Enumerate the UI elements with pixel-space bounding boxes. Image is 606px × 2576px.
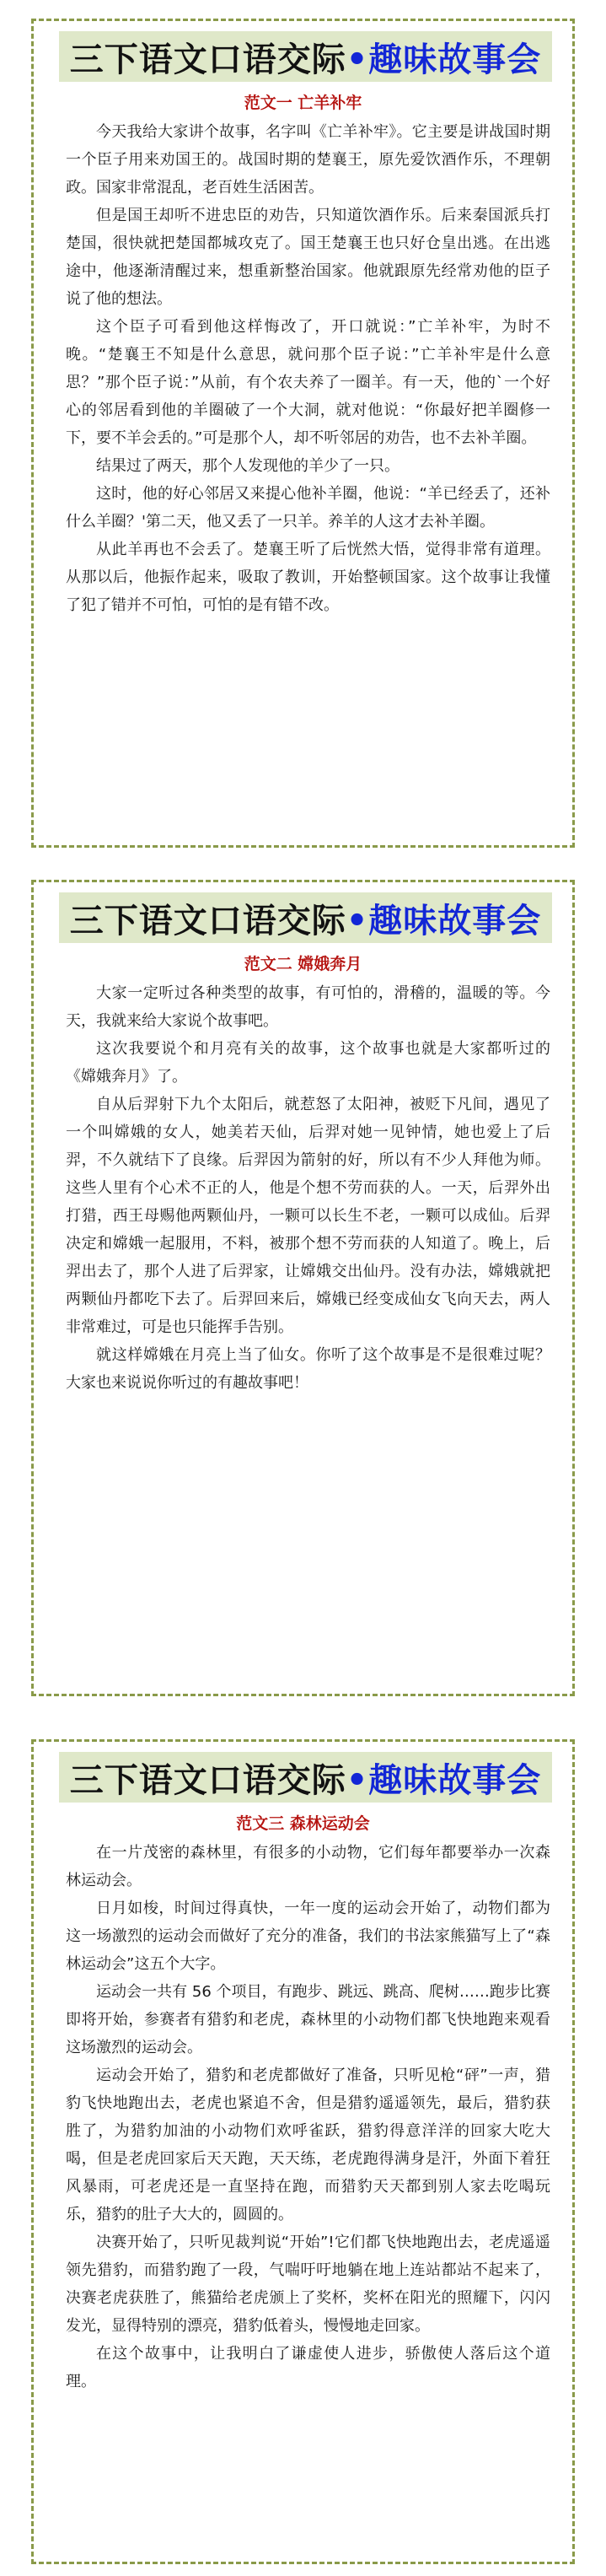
paragraph: 从此羊再也不会丢了。楚襄王听了后恍然大悟，觉得非常有道理。从那以后，他振作起来，吸取了教训，开始整顿国家。这个故事让我懂了犯了错并不可怕，可怕的是有错不改。 xyxy=(66,541,550,614)
story-card-3 xyxy=(31,1739,575,2564)
title-suffix: 趣味故事会 xyxy=(368,901,542,940)
story-card-2 xyxy=(31,880,575,1696)
page-title xyxy=(70,33,542,81)
title-suffix: 趣味故事会 xyxy=(368,40,542,79)
section-subtitle: 范文一 亡羊补牢 xyxy=(244,94,362,112)
paragraph: 运动会一共有 56 个项目，有跑步、跳远、跳高、爬树……跑步比赛即将开始，参赛者有猎豹和老虎，森林里的小动物们都飞快地跑来观看这场激烈的运动会。 xyxy=(66,1983,550,2056)
paragraph: 在一片茂密的森林里，有很多的小动物，它们每年都要举办一次森林运动会。 xyxy=(66,1844,550,1889)
title-bullet: • xyxy=(346,40,369,79)
page-title xyxy=(70,894,542,942)
section-subtitle: 范文三 森林运动会 xyxy=(236,1814,370,1833)
story-body xyxy=(66,1839,550,2395)
paragraph: 日月如梭，时间过得真快，一年一度的运动会开始了，动物们都为这一场激烈的运动会而做好了充分的准备，我们的书法家熊猫写上了“森林运动会”这五个大字。 xyxy=(66,1900,550,1973)
paragraph: 这个臣子可看到他这样悔改了，开口就说：”亡羊补牢，为时不晚。“楚襄王不知是什么意思，就问那个臣子说：”亡羊补牢是什么意思？”那个臣子说：”从前，有个农夫养了一圈羊。有一天，他的`一个好心的邻居看到他的羊圈破了一个大洞，就对他说：“你最好把羊圈修一下，要不羊会丢的。”可是那个人，却不听邻居的劝告，也不去补羊圈。 xyxy=(66,318,550,447)
paragraph: 这次我要说个和月亮有关的故事，这个故事也就是大家都听过的《嫦娥奔月》了。 xyxy=(66,1040,550,1086)
title-prefix: 三下语文口语交际 xyxy=(69,1760,346,1800)
page-title xyxy=(70,1754,542,1802)
paragraph: 但是国王却听不进忠臣的劝告，只知道饮酒作乐。后来秦国派兵打楚国，很快就把楚国都城攻克了。国王楚襄王也只好仓皇出逃。在出逃途中，他逐渐清醒过来，想重新整治国家。他就跟原先经常劝他的臣子说了他的想法。 xyxy=(66,207,550,308)
title-banner xyxy=(59,31,552,82)
paragraph: 大家一定听过各种类型的故事，有可怕的，滑稽的，温暖的等。今天，我就来给大家说个故事吧。 xyxy=(66,984,550,1030)
title-suffix: 趣味故事会 xyxy=(368,1760,542,1800)
title-bullet: • xyxy=(346,901,369,940)
title-prefix: 三下语文口语交际 xyxy=(69,40,346,79)
paragraph: 运动会开始了，猎豹和老虎都做好了准备，只听见枪“砰”一声，猎豹飞快地跑出去，老虎也紧追不舍，但是猎豹遥遥领先，最后，猎豹获胜了，为猎豹加油的小动物们欢呼雀跃，猎豹得意洋洋的回家大吃大喝，但是老虎回家后天天跑，天天练，老虎跑得满身是汗，外面下着狂风暴雨，可老虎还是一直坚持在跑，而猎豹天天都到别人家去吃喝玩乐，猎豹的肚子大大的，圆圆的。 xyxy=(66,2067,550,2223)
story-card-1 xyxy=(31,19,575,848)
story-body xyxy=(66,979,550,1397)
paragraph: 结果过了两天，那个人发现他的羊少了一只。 xyxy=(96,457,400,475)
paragraph: 在这个故事中，让我明白了谦虚使人进步，骄傲使人落后这个道理。 xyxy=(66,2345,550,2390)
title-bullet: • xyxy=(346,1760,369,1800)
paragraph: 决赛开始了，只听见裁判说“开始”!它们都飞快地跑出去，老虎遥遥领先猎豹，而猎豹跑了一段，气喘吁吁地躺在地上连站都站不起来了，决赛老虎获胜了，熊猫给老虎颁上了奖杯，奖杯在阳光的照耀下，闪闪发光，显得特别的漂亮，猎豹低着头，慢慢地走回家。 xyxy=(66,2234,550,2335)
title-banner xyxy=(59,1752,552,1803)
paragraph: 今天我给大家讲个故事，名字叫《亡羊补牢》。它主要是讲战国时期一个臣子用来劝国王的。战国时期的楚襄王，原先爱饮酒作乐，不理朝政。国家非常混乱，老百姓生活困苦。 xyxy=(66,123,550,197)
title-banner xyxy=(59,892,552,943)
paragraph: 自从后羿射下九个太阳后，就惹怒了太阳神，被贬下凡间，遇见了一个叫嫦娥的女人，她美若天仙，后羿对她一见钟情，她也爱上了后羿，不久就结下了良缘。后羿因为箭射的好，所以有不少人拜他为师。这些人里有个心术不正的人，他是个想不劳而获的人。一天，后羿外出打猎，西王母赐他两颗仙丹，一颗可以长生不老，一颗可以成仙。后羿决定和嫦娥一起服用，不料，被那个想不劳而获的人知道了。晚上，后羿出去了，那个人进了后羿家，让嫦娥交出仙丹。没有办法，嫦娥就把两颗仙丹都吃下去了。后羿回来后，嫦娥已经变成仙女飞向天去，两人非常难过，可是也只能挥手告别。 xyxy=(66,1096,550,1336)
title-prefix: 三下语文口语交际 xyxy=(69,901,346,940)
story-body xyxy=(66,118,550,619)
paragraph: 这时，他的好心邻居又来提心他补羊圈，他说：“羊已经丢了，还补什么羊圈？'第二天，他又丢了一只羊。养羊的人这才去补羊圈。 xyxy=(66,485,550,531)
section-subtitle: 范文二 嫦娥奔月 xyxy=(244,955,362,973)
paragraph: 就这样嫦娥在月亮上当了仙女。你听了这个故事是不是很难过呢？大家也来说说你听过的有趣故事吧！ xyxy=(66,1346,550,1392)
